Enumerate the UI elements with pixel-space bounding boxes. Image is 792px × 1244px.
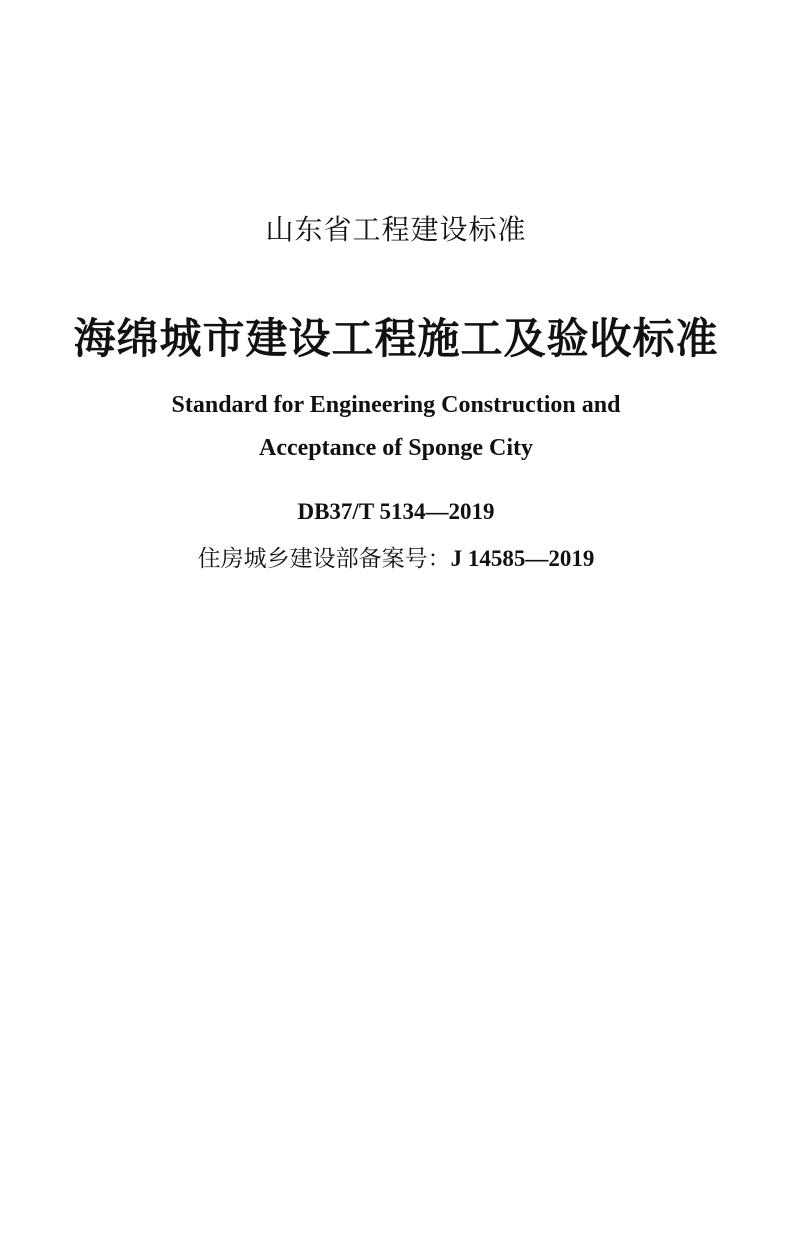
document-title-english-line-1: Standard for Engineering Construction and — [171, 392, 621, 418]
document-title-chinese: 海绵城市建设工程施工及验收标准 — [73, 314, 719, 363]
document-title-english-line-2: Acceptance of Sponge City — [259, 435, 533, 461]
record-number: J 14585—2019 — [450, 546, 595, 571]
record-number-line — [0, 540, 792, 573]
record-label: 住房城乡建设部备案号： — [197, 546, 451, 572]
series-title: 山东省工程建设标准 — [265, 213, 527, 246]
standard-code: DB37/T 5134—2019 — [297, 499, 495, 524]
